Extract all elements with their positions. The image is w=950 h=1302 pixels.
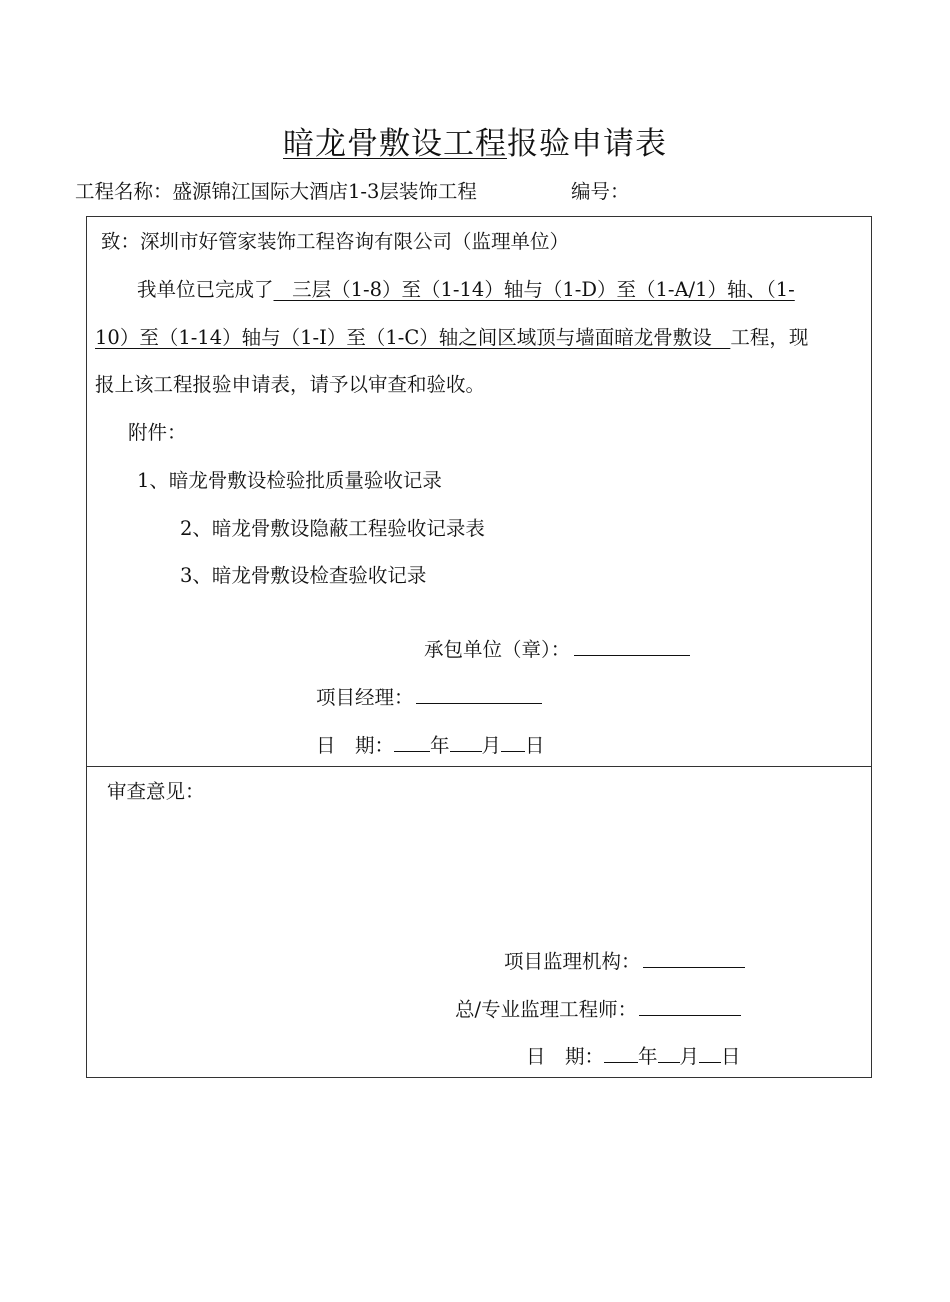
date-label: 日 期： — [316, 734, 395, 757]
work-line-1 — [137, 276, 795, 304]
work-line-3: 报上该工程报验申请表，请予以审查和验收。 — [95, 373, 486, 396]
project-name-row — [75, 178, 477, 206]
review-year-label: 年 — [638, 1045, 658, 1068]
work-description-2: 10）至（1-14）轴与（1-I）至（1-C）轴之间区域顶与墙面暗龙骨敷设 — [95, 326, 731, 349]
review-day-label: 日 — [721, 1045, 741, 1068]
month-field[interactable] — [450, 729, 482, 752]
attachment-item: 1、暗龙骨敷设检验批质量验收记录 — [137, 469, 442, 492]
manager-signature-field[interactable] — [416, 681, 542, 704]
review-month-field[interactable] — [658, 1040, 680, 1063]
review-label: 审查意见： — [107, 780, 205, 803]
intro-text: 我单位已完成了 — [137, 278, 274, 301]
supervision-org-field[interactable] — [643, 945, 745, 968]
day-field[interactable] — [501, 729, 525, 752]
review-year-field[interactable] — [604, 1040, 638, 1063]
attachment-item: 3、暗龙骨敷设检查验收记录 — [180, 564, 427, 587]
supervision-org-label: 项目监理机构： — [504, 950, 641, 973]
project-name-label: 工程名称： — [75, 180, 173, 203]
engineer-label: 总/专业监理工程师： — [455, 998, 638, 1021]
review-day-field[interactable] — [699, 1040, 721, 1063]
title-underlined-part: 暗龙骨敷设工程 — [283, 126, 507, 162]
manager-row — [316, 681, 542, 712]
date-row — [316, 729, 545, 760]
addressee: 致：深圳市好管家装饰工程咨询有限公司（监理单位） — [101, 230, 570, 253]
manager-label: 项目经理： — [316, 686, 414, 709]
number-label: 编号： — [571, 180, 630, 203]
work-description-1: 三层（1-8）至（1-14）轴与（1-D）至（1-A/1）轴、（1- — [273, 278, 795, 301]
title-rest: 报验申请表 — [507, 126, 667, 162]
year-label: 年 — [430, 734, 450, 757]
work-line-2-tail: 工程，现 — [730, 326, 809, 349]
contractor-label: 承包单位（章）： — [424, 638, 571, 661]
review-date-row — [526, 1040, 741, 1071]
project-name-value: 盛源锦江国际大酒店1-3层装饰工程 — [172, 180, 477, 203]
page-title — [0, 124, 950, 164]
review-date-label: 日 期： — [526, 1045, 605, 1068]
engineer-row — [455, 993, 741, 1024]
supervision-org-row — [504, 945, 745, 976]
review-section — [86, 766, 872, 1078]
contractor-signature-field[interactable] — [574, 633, 690, 656]
engineer-signature-field[interactable] — [639, 993, 741, 1016]
year-field[interactable] — [394, 729, 430, 752]
day-label: 日 — [525, 734, 545, 757]
contractor-row — [424, 633, 690, 664]
work-line-2 — [95, 324, 808, 352]
attachments-label: 附件： — [128, 421, 187, 444]
month-label: 月 — [481, 734, 502, 757]
review-month-label: 月 — [679, 1045, 700, 1068]
attachment-item: 2、暗龙骨敷设隐蔽工程验收记录表 — [180, 517, 485, 540]
